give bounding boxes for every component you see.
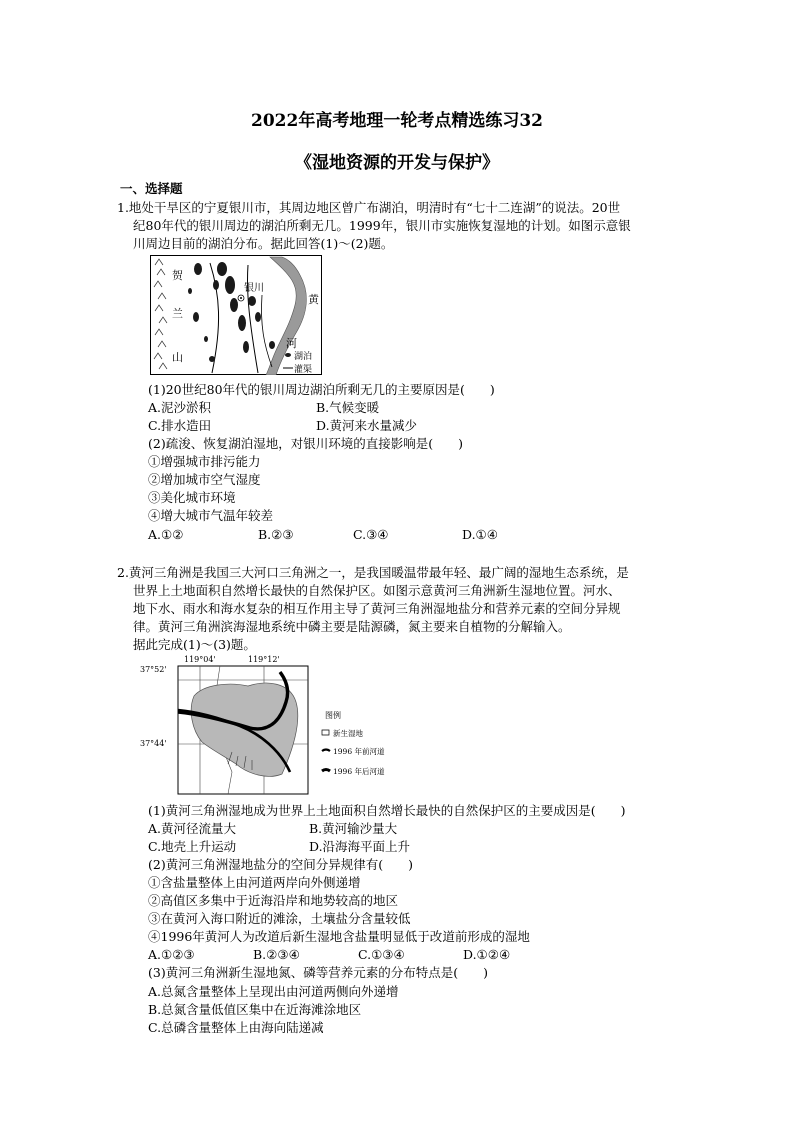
- q1-sub1-option-a: A.泥沙淤积: [148, 400, 212, 415]
- q2-stem-line4: 律。黄河三角洲滨海湿地系统中磷主要是陆源磷，氮主要来自植物的分解输入。: [133, 619, 571, 634]
- legend-lake-label: 湖泊: [294, 352, 313, 362]
- map-label-hehe: 河: [286, 337, 297, 350]
- q1-sub2-option-d: D.①④: [462, 527, 498, 542]
- yinchuan-lake-map: [150, 255, 322, 375]
- q2-stem-line3: 地下水、雨水和海水复杂的相互作用主导了黄河三角洲湿地盐分和营养元素的空间分异规: [133, 601, 621, 616]
- map-lon-2: 119°12': [248, 655, 280, 664]
- q2-stem-line1: 2.黄河三角洲是我国三大河口三角洲之一，是我国暖温带最年轻、最广阔的湿地生态系统，是: [117, 565, 629, 580]
- map-label-huang: 黄: [308, 293, 319, 306]
- map-lon-1: 119°04': [184, 655, 216, 664]
- q1-sub1-option-c: C.排水造田: [148, 418, 212, 433]
- q2-sub3-option-b: B.总氮含量低值区集中在近海滩涂地区: [148, 1002, 362, 1017]
- q2-sub1-option-a: A.黄河径流量大: [148, 821, 237, 836]
- map-label-lan: 兰: [172, 307, 183, 320]
- q1-sub2-question: (2)疏浚、恢复湖泊湿地，对银川环境的直接影响是( ): [148, 436, 463, 451]
- map-lat-2: 37°44': [140, 739, 167, 748]
- q2-sub3-question: (3)黄河三角洲新生湿地氮、磷等营养元素的分布特点是( ): [148, 965, 488, 980]
- q1-sub2-item-1: ①增强城市排污能力: [148, 454, 261, 469]
- q1-sub2-item-3: ③美化城市环境: [148, 490, 236, 505]
- legend-lake-icon: [285, 353, 291, 357]
- legend-old-river-label: 1996 年前河道: [333, 747, 385, 756]
- q2-sub2-question: (2)黄河三角洲湿地盐分的空间分异规律有( ): [148, 857, 413, 872]
- q1-sub2-option-b: B.②③: [258, 527, 294, 542]
- q2-sub3-option-c: C.总磷含量整体上由海向陆递减: [148, 1020, 324, 1035]
- yellow-river-delta-map: [140, 652, 400, 797]
- q1-sub2-item-4: ④增大城市气温年较差: [148, 508, 274, 523]
- q2-sub2-item-3: ③在黄河入海口附近的滩涂，土壤盐分含量较低: [148, 911, 411, 926]
- q2-sub2-option-b: B.②③④: [253, 947, 300, 962]
- q2-sub2-item-1: ①含盐量整体上由河道两岸向外侧递增: [148, 875, 361, 890]
- map-lat-1: 37°52': [140, 665, 167, 674]
- q1-stem-line3: 川周边目前的湖泊分布。据此回答(1)～(2)题。: [133, 236, 394, 251]
- legend-canal-label: 灌渠: [294, 365, 313, 375]
- legend-new-river-label: 1996 年后河道: [333, 767, 385, 776]
- doc-title: 2022年高考地理一轮考点精选练习32: [251, 111, 543, 131]
- section-heading: 一、选择题: [120, 181, 183, 196]
- q2-sub3-option-a: A.总氮含量整体上呈现出由河道两侧向外递增: [148, 984, 399, 999]
- q2-stem-line2: 世界上土地面积自然增长最快的自然保护区。如图示意黄河三角洲新生湿地位置。河水、: [133, 583, 621, 598]
- q1-sub1-option-b: B.气候变暖: [316, 400, 380, 415]
- q1-sub2-item-2: ②增加城市空气湿度: [148, 472, 261, 487]
- q1-sub2-option-c: C.③④: [353, 527, 389, 542]
- q2-sub1-option-d: D.沿海海平面上升: [309, 839, 411, 854]
- legend-wetland-icon: [322, 730, 329, 735]
- q1-sub2-option-a: A.①②: [148, 527, 184, 542]
- map-label-shan: 山: [172, 351, 183, 364]
- q1-stem-line1: 1.地处干旱区的宁夏银川市，其周边地区曾广布湖泊，明清时有“七十二连湖”的说法。20世: [117, 200, 621, 215]
- q2-sub2-option-a: A.①②③: [148, 947, 195, 962]
- q2-sub1-question: (1)黄河三角洲湿地成为世界上土地面积自然增长最快的自然保护区的主要成因是( ): [148, 803, 626, 818]
- legend-wetland-label: 新生湿地: [333, 729, 363, 738]
- map-label-he: 贺: [172, 269, 183, 282]
- q2-sub2-item-2: ②高值区多集中于近海沿岸和地势较高的地区: [148, 893, 399, 908]
- legend-title: 图例: [325, 711, 341, 720]
- legend-new-river-icon: [322, 770, 330, 772]
- map-label-city: 银川: [244, 283, 264, 294]
- q1-stem-line2: 纪80年代的银川周边的湖泊所剩无几。1999年，银川市实施恢复湿地的计划。如图示意银: [133, 218, 631, 233]
- q2-sub1-option-c: C.地壳上升运动: [148, 839, 237, 854]
- q1-sub1-question: (1)20世纪80年代的银川周边湖泊所剩无几的主要原因是( ): [148, 382, 495, 397]
- q2-sub2-option-c: C.①③④: [358, 947, 405, 962]
- q1-sub1-option-d: D.黄河来水量减少: [316, 418, 418, 433]
- q2-sub1-option-b: B.黄河输沙量大: [309, 821, 398, 836]
- doc-subtitle: 《湿地资源的开发与保护》: [295, 153, 499, 173]
- q2-sub2-item-4: ④1996年黄河人为改道后新生湿地含盐量明显低于改道前形成的湿地: [148, 929, 530, 944]
- q2-stem-line5: 据此完成(1)～(3)题。: [133, 637, 256, 652]
- q2-sub2-option-d: D.①②④: [463, 947, 511, 962]
- legend-old-river-icon: [322, 750, 330, 752]
